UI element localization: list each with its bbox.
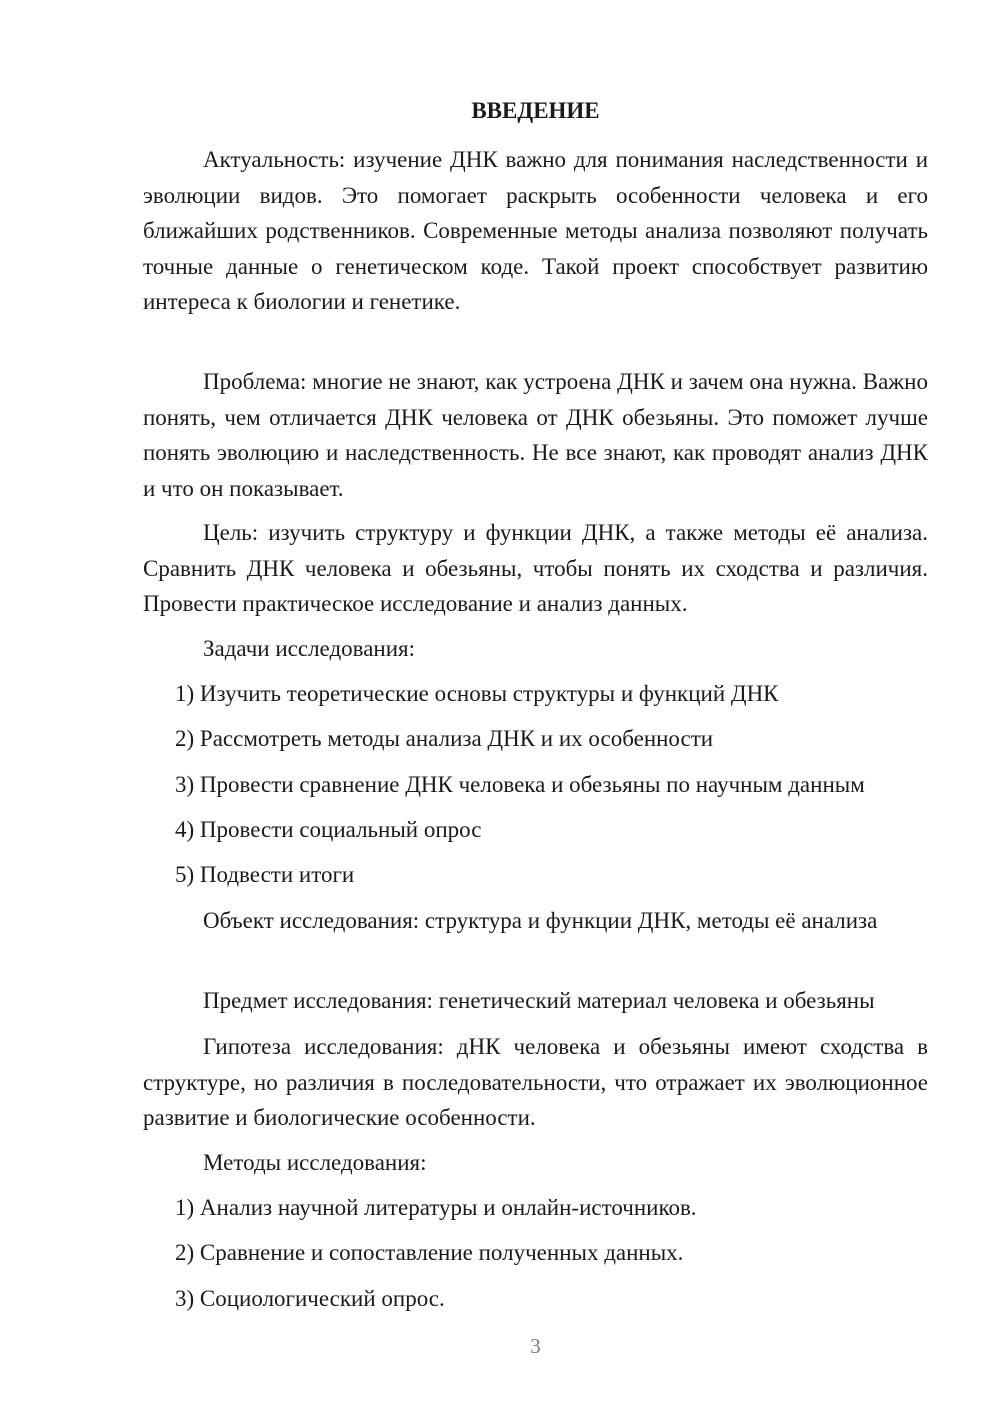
problem-paragraph: Проблема: многие не знают, как устроена ДНК и зачем она нужна. Важно понять, чем отличается ДНК человека от ДНК обезьяны. Это поможет лучше понять эволюцию и наследственность. Не все знают, как проводят анализ ДНК и что он показывает.: [143, 369, 928, 501]
document-page: [143, 0, 928, 1414]
task-item-1: 1) Изучить теоретические основы структуры и функций ДНК: [175, 681, 779, 706]
tasks-heading: Задачи исследования:: [203, 636, 416, 661]
hypothesis-paragraph: Гипотеза исследования: дНК человека и обезьяны имеют сходства в структуре, но различия в последовательности, что отражает их эволюционное развитие и биологические особенности.: [143, 1034, 928, 1130]
task-item-4: 4) Провести социальный опрос: [175, 817, 482, 842]
methods-heading: Методы исследования:: [203, 1150, 427, 1175]
task-item-2: 2) Рассмотреть методы анализа ДНК и их особенности: [175, 726, 714, 751]
relevance-paragraph: Актуальность: изучение ДНК важно для понимания наследственности и эволюции видов. Это помогает раскрыть особенности человека и его ближайших родственников. Современные методы анализа позволяют получать точные данные о генетическом коде. Такой проект способствует развитию интереса к биологии и генетике.: [143, 147, 928, 314]
subject-paragraph: Предмет исследования: генетический материал человека и обезьяны: [203, 988, 875, 1013]
goal-paragraph: Цель: изучить структуру и функции ДНК, а также методы её анализа. Сравнить ДНК человека и обезьяны, чтобы понять их сходства и различия. Провести практическое исследование и анализ данных.: [143, 520, 928, 616]
method-item-3: 3) Социологический опрос.: [175, 1286, 445, 1311]
task-item-3: 3) Провести сравнение ДНК человека и обезьяны по научным данным: [175, 772, 865, 797]
method-item-1: 1) Анализ научной литературы и онлайн-источников.: [175, 1195, 697, 1220]
task-item-5: 5) Подвести итоги: [175, 862, 355, 887]
object-paragraph: Объект исследования: структура и функции ДНК, методы её анализа: [203, 908, 878, 933]
page-number: 3: [530, 1334, 541, 1358]
section-heading: ВВЕДЕНИЕ: [471, 98, 600, 123]
method-item-2: 2) Сравнение и сопоставление полученных данных.: [175, 1240, 684, 1265]
